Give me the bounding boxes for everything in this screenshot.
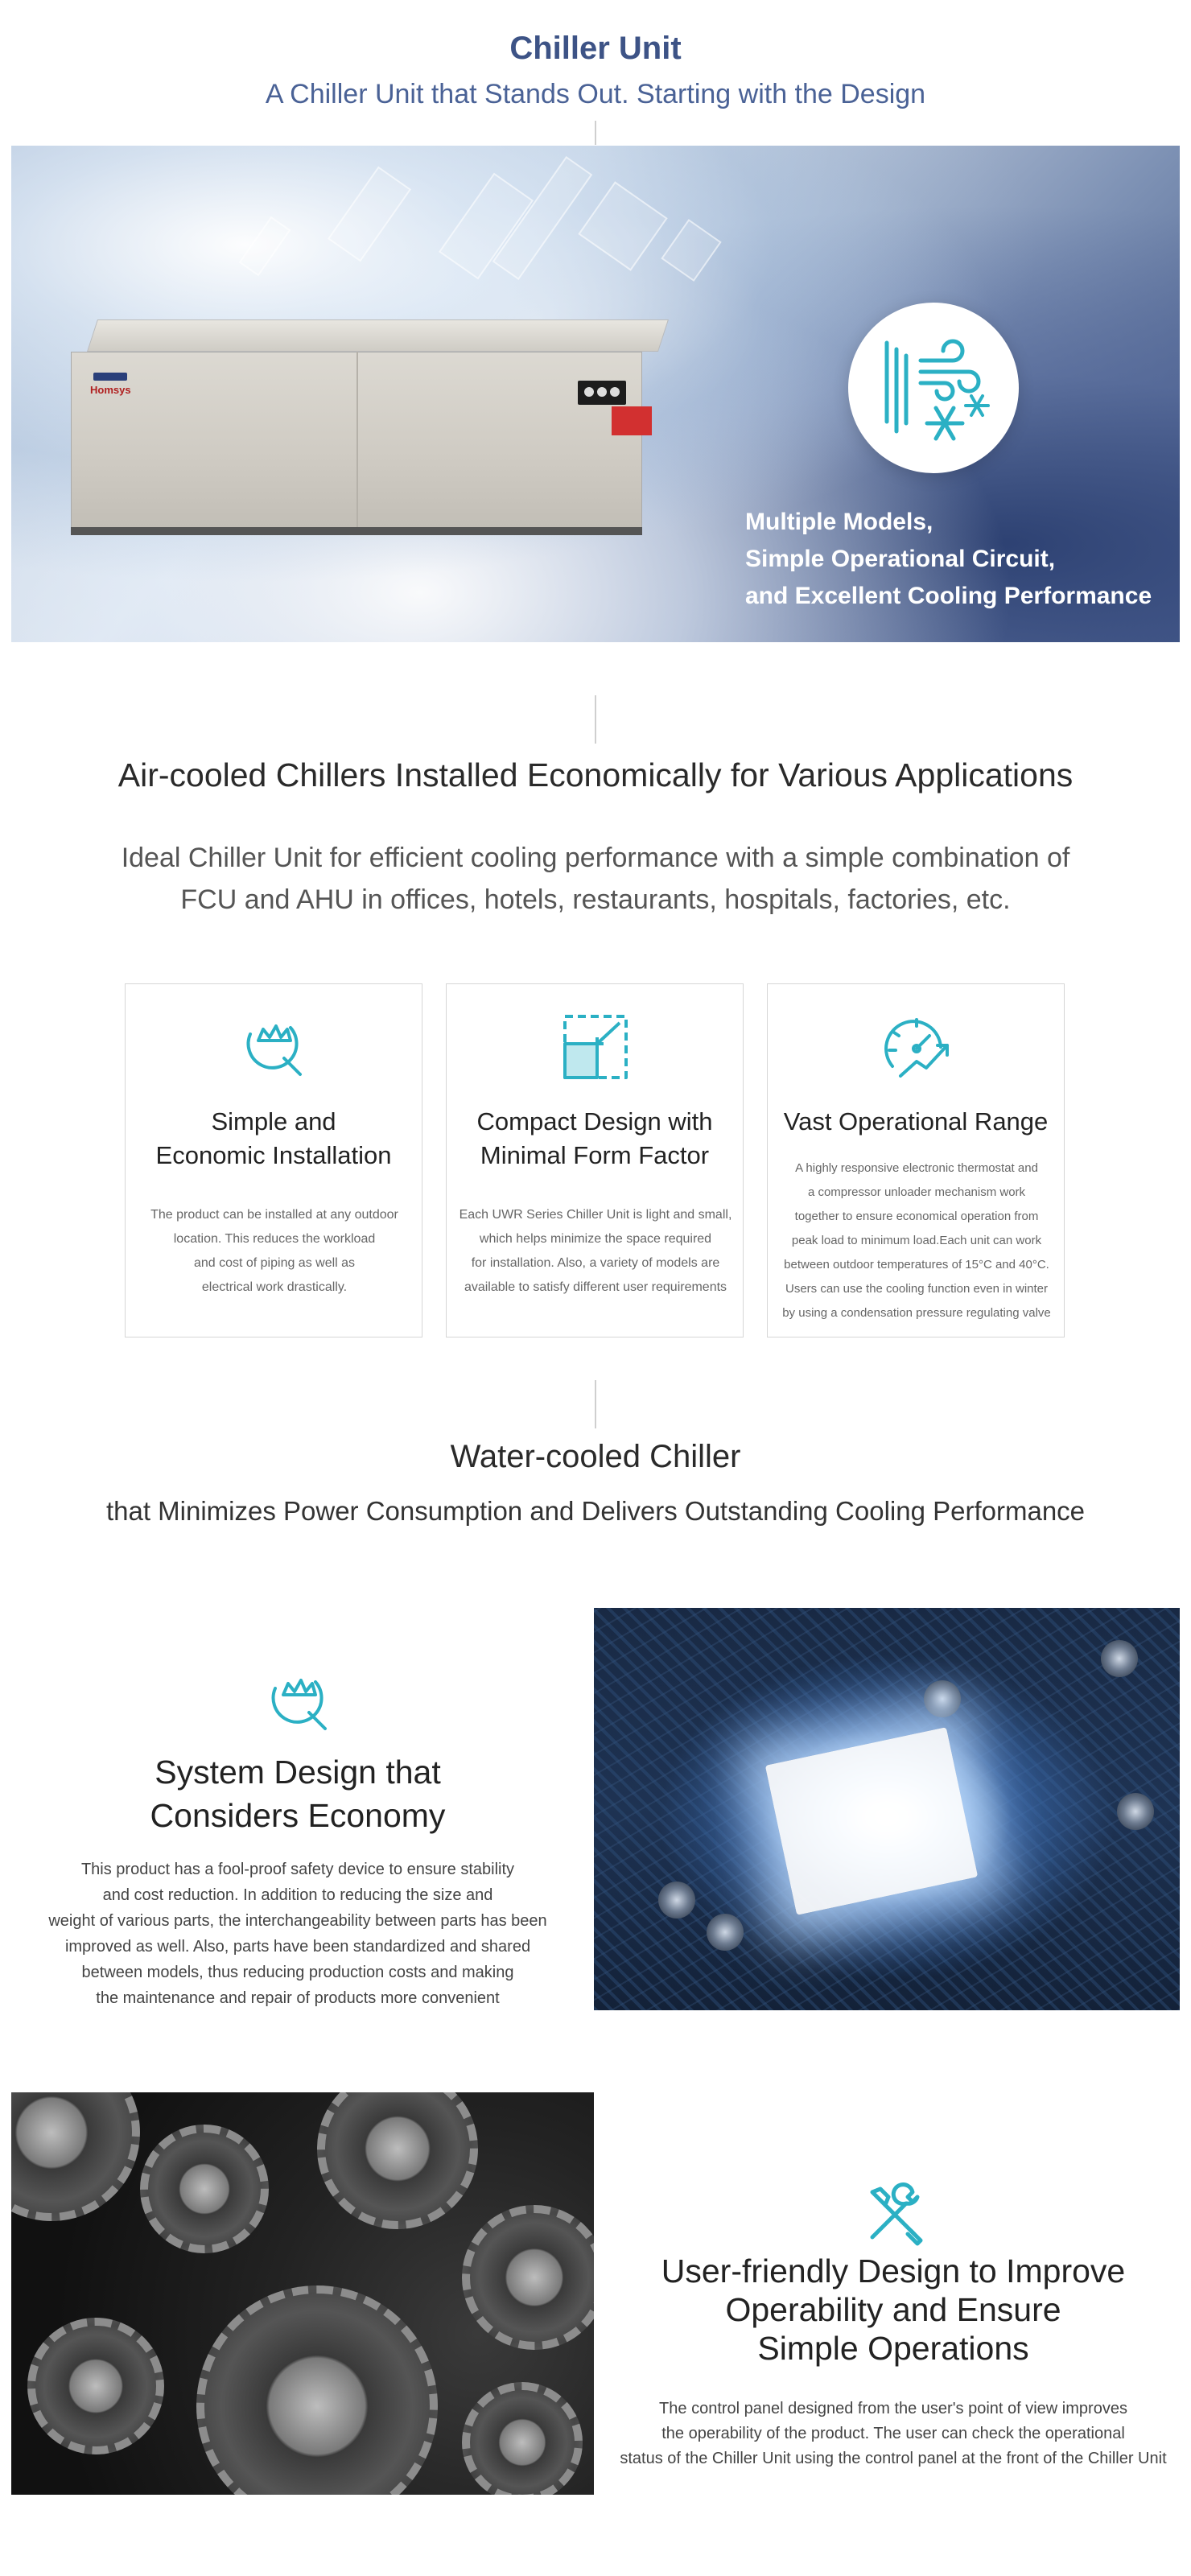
dial — [584, 387, 594, 397]
usability-text — [596, 2397, 1191, 2471]
usability-title — [596, 2252, 1191, 2368]
gear — [317, 2092, 478, 2229]
compact-resize-icon — [555, 1010, 636, 1082]
gear — [11, 2092, 140, 2221]
card-title — [126, 1105, 422, 1173]
section-subtitle-water-cooled: that Minimizes Power Consumption and Delivers Outstanding Cooling Performance — [105, 1496, 1086, 1526]
ice-crystal — [578, 181, 667, 270]
card-text — [776, 1156, 1057, 1325]
chiller-top — [87, 319, 669, 352]
hero-caption-line: Multiple Models, — [745, 509, 933, 535]
card-text-line: a compressor unloader mechanism work — [807, 1185, 1026, 1199]
divider-line — [595, 1380, 596, 1428]
usability-text-line: status of the Chiller Unit using the control panel at the front of the Chiller Unit — [620, 2450, 1167, 2467]
capacitor — [1117, 1793, 1154, 1830]
dial — [610, 387, 620, 397]
warning-label — [612, 406, 652, 435]
card-text — [455, 1203, 736, 1300]
wind-snowflake-icon — [848, 303, 1019, 473]
economy-text — [32, 1857, 563, 2011]
economy-title — [0, 1750, 596, 1837]
gear — [140, 2125, 269, 2253]
economy-text-line: This product has a fool-proof safety device to ensure stability — [80, 1861, 515, 1878]
ice-crystal — [328, 167, 411, 262]
card-text-line: A highly responsive electronic thermostat and — [795, 1161, 1038, 1175]
brand-label: Homsys — [90, 384, 131, 396]
control-panel — [578, 381, 626, 405]
wrench-crown-icon — [234, 1010, 315, 1082]
processor-chip — [765, 1727, 978, 1915]
card-text-line: location. This reduces the workload — [173, 1232, 376, 1246]
card-title — [447, 1105, 743, 1173]
card-text-line: available to satisfy different user requirements — [464, 1280, 727, 1294]
capacitor — [658, 1882, 695, 1919]
page-subtitle: A Chiller Unit that Stands Out. Starting with the Design — [265, 79, 926, 109]
usability-title-line: Operability and Ensure — [725, 2291, 1061, 2328]
card-text-line: peak load to minimum load.Each unit can work — [791, 1234, 1042, 1247]
economy-title-line: System Design that — [155, 1754, 441, 1791]
chiller-panel-divider — [356, 352, 358, 529]
card-title-line: Economic Installation — [155, 1141, 392, 1169]
usability-text-line: the operability of the product. The user can check the operational — [661, 2425, 1125, 2442]
gear — [27, 2318, 164, 2454]
feature-badge — [848, 303, 1019, 473]
hero-caption — [745, 504, 1152, 615]
card-text-line: Users can use the cooling function even in winter — [785, 1282, 1048, 1296]
card-text-line: electrical work drastically. — [201, 1280, 348, 1294]
card-text-line: together to ensure economical operation from — [794, 1210, 1039, 1223]
section-description-air-cooled — [0, 837, 1191, 921]
economy-text-line: improved as well. Also, parts have been standardized and shared — [64, 1938, 531, 1956]
card-title-line: Minimal Form Factor — [480, 1141, 710, 1169]
card-text-line: for installation. Also, a variety of models are — [471, 1256, 720, 1270]
gear — [462, 2382, 583, 2495]
economy-text-line: between models, thus reducing production costs and making — [81, 1964, 514, 1981]
section-title-water-cooled: Water-cooled Chiller — [450, 1439, 741, 1474]
economy-text-line: and cost reduction. In addition to reducing the size and — [102, 1886, 493, 1904]
economy-text-line: weight of various parts, the interchangeability between parts has been — [48, 1912, 547, 1930]
hero-banner — [11, 146, 1180, 642]
circuit-board-image — [594, 1608, 1180, 2010]
gear — [196, 2285, 438, 2495]
gears-image — [11, 2092, 594, 2495]
gear — [462, 2205, 594, 2350]
card-text-line: between outdoor temperatures of 15°C and 40°C. — [784, 1258, 1049, 1272]
wrench-crown-icon — [259, 1664, 340, 1737]
section-title-air-cooled: Air-cooled Chillers Installed Economically for Various Applications — [117, 756, 1074, 793]
brand-logo — [93, 373, 127, 381]
card-title — [768, 1105, 1064, 1139]
usability-title-line: User-friendly Design to Improve — [661, 2252, 1126, 2290]
capacitor — [924, 1680, 961, 1717]
economy-title-line: Considers Economy — [150, 1797, 446, 1834]
feature-card-operational-range — [767, 983, 1065, 1337]
card-text — [134, 1203, 415, 1300]
hero-caption-line: and Excellent Cooling Performance — [745, 583, 1152, 609]
tools-icon — [861, 2181, 929, 2248]
feature-card-installation — [125, 983, 422, 1337]
dial — [597, 387, 607, 397]
capacitor — [1101, 1640, 1138, 1677]
ice-crystal — [661, 219, 721, 282]
page-title: Chiller Unit — [509, 31, 682, 66]
card-title-line: Vast Operational Range — [783, 1107, 1049, 1136]
description-line: Ideal Chiller Unit for efficient cooling performance with a simple combination of — [121, 843, 1070, 873]
card-text-line: The product can be installed at any outdoor — [150, 1208, 398, 1222]
chiller-unit-image — [71, 319, 658, 535]
feature-card-compact — [446, 983, 744, 1337]
usability-text-line: The control panel designed from the user's point of view improves — [659, 2400, 1127, 2417]
description-line: FCU and AHU in offices, hotels, restaurants, hospitals, factories, etc. — [180, 884, 1011, 915]
capacitor — [707, 1914, 744, 1951]
divider-line — [595, 121, 596, 145]
ice-crystal — [239, 216, 291, 277]
gauge-arrow-icon — [876, 1010, 957, 1082]
economy-text-line: the maintenance and repair of products more convenient — [96, 1989, 500, 2007]
card-text-line: Each UWR Series Chiller Unit is light and small, — [459, 1208, 732, 1222]
card-text-line: by using a condensation pressure regulating valve — [782, 1306, 1051, 1320]
card-title-line: Simple and — [211, 1107, 336, 1136]
card-text-line: and cost of piping as well as — [193, 1256, 356, 1270]
card-title-line: Compact Design with — [476, 1107, 713, 1136]
divider-line — [595, 695, 596, 744]
hero-caption-line: Simple Operational Circuit, — [745, 546, 1056, 572]
card-text-line: which helps minimize the space required — [479, 1232, 712, 1246]
chiller-base — [71, 527, 642, 535]
usability-title-line: Simple Operations — [757, 2330, 1029, 2367]
